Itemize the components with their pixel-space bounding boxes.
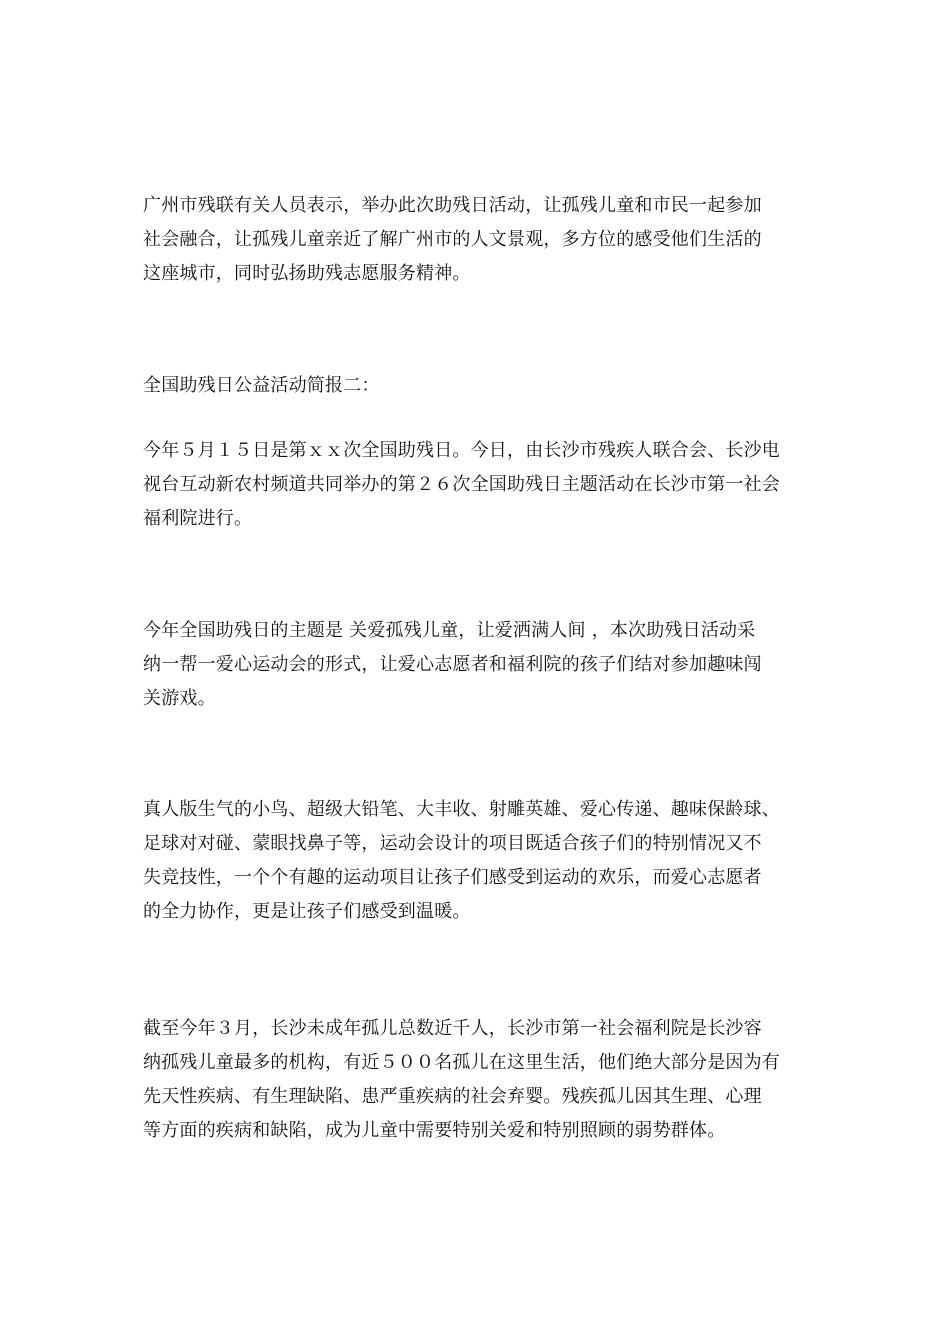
text-line: 全国助残日公益活动简报二：: [143, 375, 380, 396]
text-line: 失竞技性，一个个有趣的运动项目让孩子们感受到运动的欢乐，而爱心志愿者: [143, 867, 762, 888]
text-line: 截至今年３月，长沙未成年孤儿总数近千人，长沙市第一社会福利院是长沙容: [143, 1018, 762, 1039]
paragraph-theme: [143, 614, 843, 716]
text-line: 足球对对碰、蒙眼找鼻子等，运动会设计的项目既适合孩子们的特别情况又不: [143, 833, 762, 854]
text-line: 的全力协作，更是让孩子们感受到温暖。: [143, 901, 471, 922]
paragraph-orphan-statistics: [143, 1012, 843, 1148]
text-line: 先天性疾病、有生理缺陷、患严重疾病的社会弃婴。残疾孤儿因其生理、心理: [143, 1086, 762, 1107]
paragraph-games: [143, 793, 843, 929]
text-line: 视台互动新农村频道共同举办的第２６次全国助残日主题活动在长沙市第一社会: [143, 474, 780, 495]
text-line: 广州市残联有关人员表示，举办此次助残日活动，让孤残儿童和市民一起参加: [143, 195, 762, 216]
section-heading: [143, 369, 843, 403]
paragraph-event-intro: [143, 434, 843, 536]
text-line: 关游戏。: [143, 688, 216, 709]
text-line: 今年全国助残日的主题是 关爱孤残儿童，让爱洒满人间 ，本次助残日活动采: [143, 620, 756, 641]
text-line: 今年５月１５日是第ｘｘ次全国助残日。今日，由长沙市残疾人联合会、长沙电: [143, 440, 780, 461]
text-line: 真人版生气的小鸟、超级大铅笔、大丰收、射雕英雄、爱心传递、趣味保龄球、: [143, 799, 780, 820]
paragraph-guangzhou-statement: [143, 189, 843, 291]
text-line: 社会融合，让孤残儿童亲近了解广州市的人文景观，多方位的感受他们生活的: [143, 229, 762, 250]
text-line: 福利院进行。: [143, 508, 253, 529]
text-line: 这座城市，同时弘扬助残志愿服务精神。: [143, 263, 471, 284]
text-line: 纳一帮一爱心运动会的形式，让爱心志愿者和福利院的孩子们结对参加趣味闯: [143, 654, 762, 675]
text-line: 等方面的疾病和缺陷，成为儿童中需要特别关爱和特别照顾的弱势群体。: [143, 1120, 726, 1141]
text-line: 纳孤残儿童最多的机构，有近５００名孤儿在这里生活，他们绝大部分是因为有: [143, 1052, 780, 1073]
